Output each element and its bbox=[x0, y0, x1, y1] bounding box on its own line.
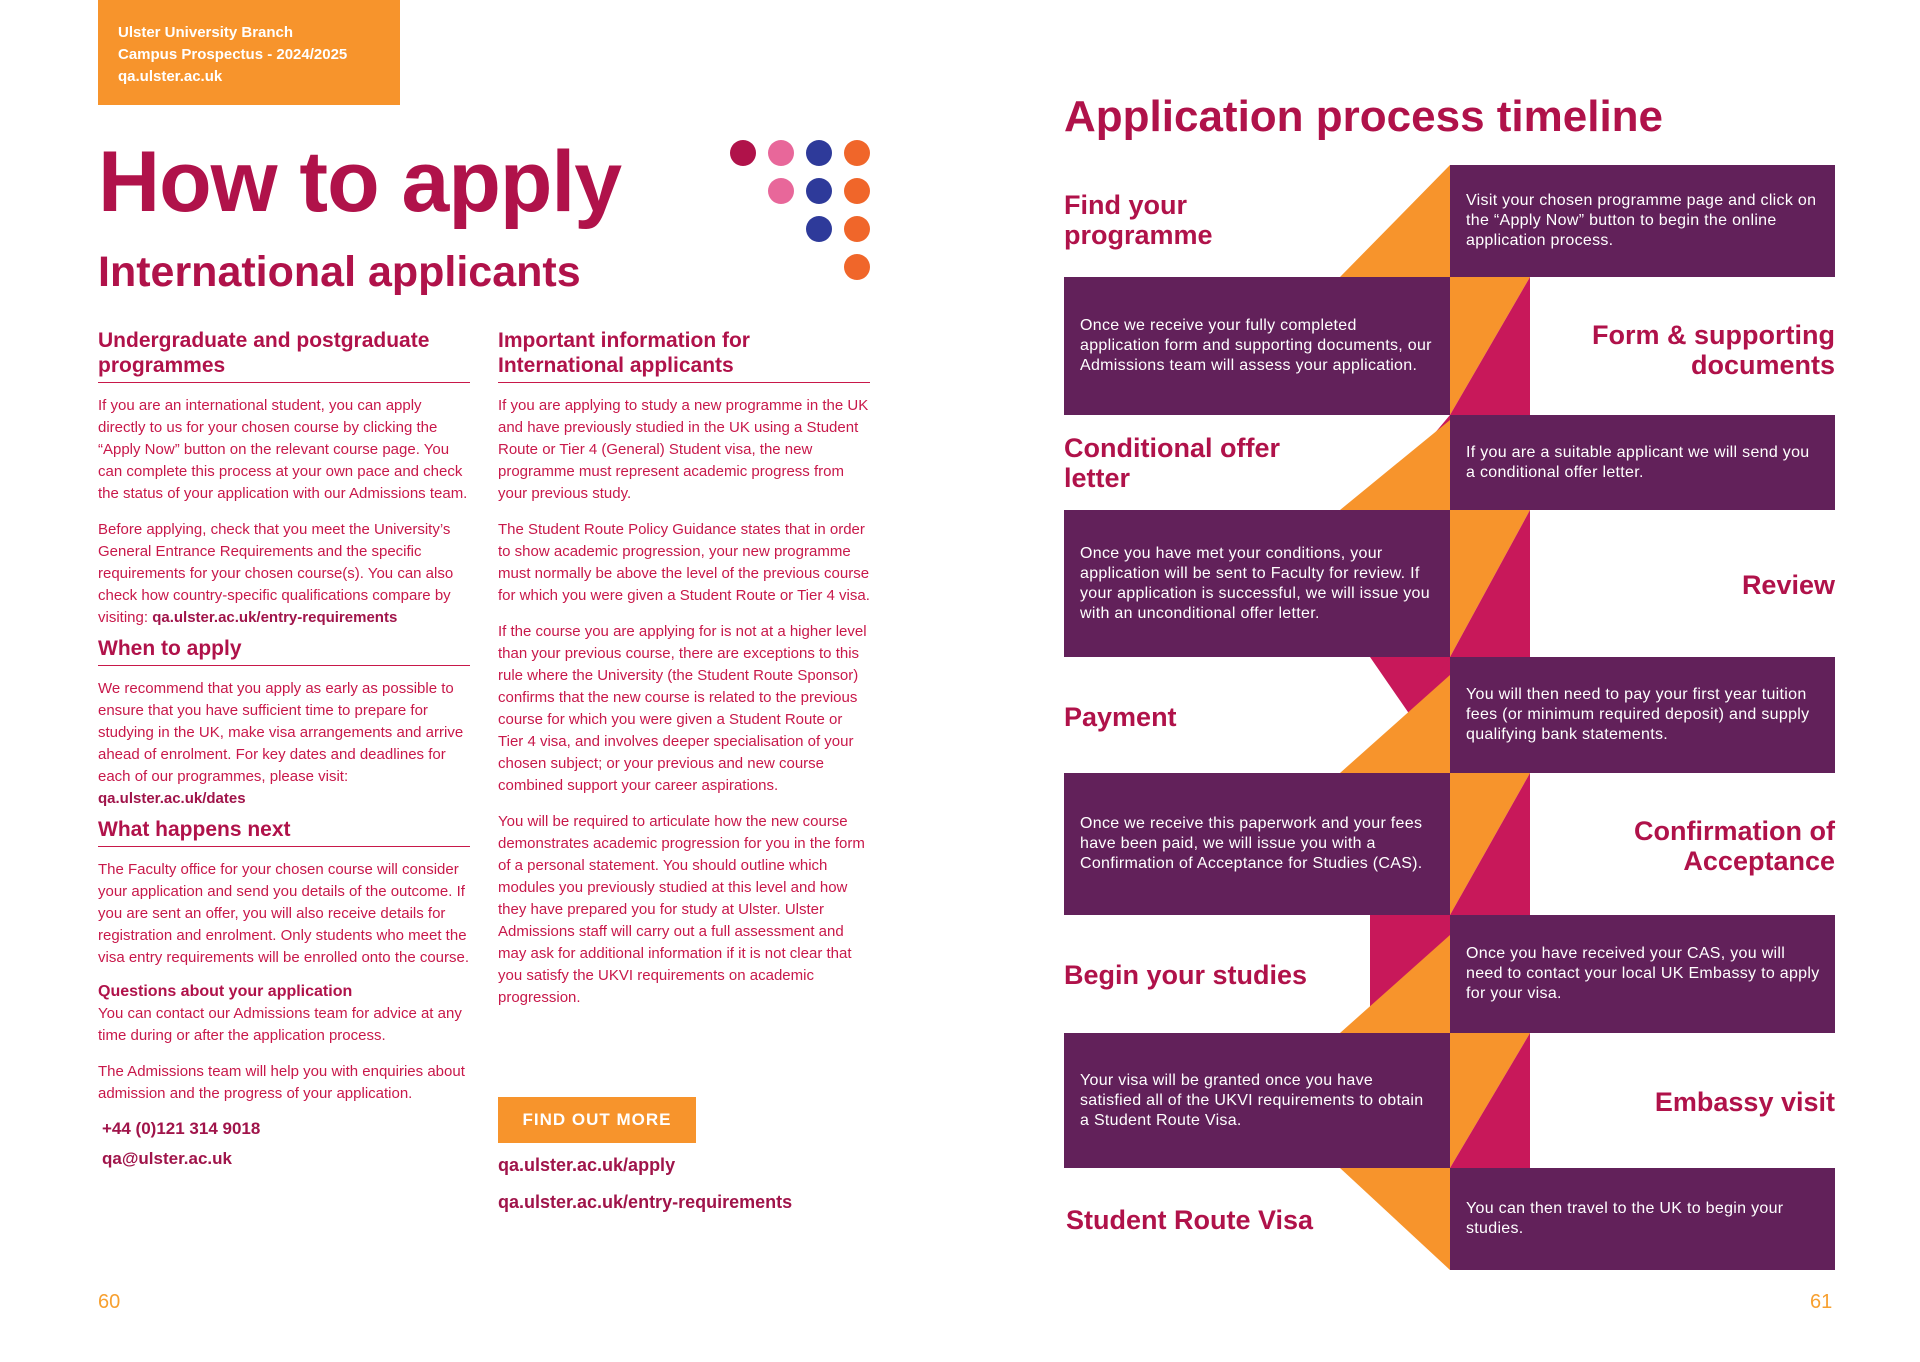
dot-icon bbox=[844, 140, 870, 166]
timeline-step-text: Once we receive your fully completed application form and supporting documents, our Admissions team will assess your application. bbox=[1064, 277, 1450, 415]
timeline-step-text: You will then need to pay your first year tuition fees (or minimum required deposit) and supply qualifying bank statements. bbox=[1450, 657, 1835, 773]
section-heading: Important information for International applicants bbox=[498, 328, 870, 383]
page-number-left: 60 bbox=[98, 1291, 121, 1313]
dot-icon bbox=[730, 140, 756, 166]
paragraph: If the course you are applying for is not at a higher level than your previous course, there are exceptions to this rule where the University (the Student Route Sponsor) confirms that the new course is related to the previous course for which you were given a Student Route or Tier 4 visa, and involves deeper specialisation of your chosen subject; or your previous and new course combined support your career aspirations. bbox=[498, 623, 867, 794]
paragraph-text: Before applying, check that you meet the University’s General Entrance Requirements and the specific requirements for your chosen course(s). You can also check how country-specific qualifications compare by visiting: bbox=[98, 521, 454, 626]
timeline-step-text: Visit your chosen programme page and click on the “Apply Now” button to begin the online application process. bbox=[1450, 165, 1835, 277]
paragraph: If you are applying to study a new programme in the UK and have previously studied in the UK using a Student Route or Tier 4 (General) Student visa, the new programme must represent academic progress from your previous study. bbox=[498, 397, 869, 502]
timeline-step-text: Once you have received your CAS, you will need to contact your local UK Embassy to apply for your visa. bbox=[1450, 915, 1835, 1033]
questions-heading: Questions about your application bbox=[98, 983, 353, 1000]
tag-line-1: Ulster University Branch bbox=[118, 24, 294, 41]
phone-number[interactable]: +44 (0)121 314 9018 bbox=[102, 1119, 261, 1138]
zigzag-shape bbox=[1340, 1168, 1450, 1270]
entry-requirements-link[interactable]: qa.ulster.ac.uk/entry-requirements bbox=[152, 609, 398, 626]
timeline-step-text: Your visa will be granted once you have satisfied all of the UKVI requirements to obtain a Student Route Visa. bbox=[1064, 1033, 1450, 1168]
paragraph: You can contact our Admissions team for advice at any time during or after the application process. bbox=[98, 1005, 462, 1044]
timeline-step-text: You can then travel to the UK to begin your studies. bbox=[1450, 1168, 1835, 1270]
dot-icon bbox=[806, 178, 832, 204]
page-subtitle: International applicants bbox=[98, 248, 581, 296]
timeline-step-label: Confirmation of Acceptance bbox=[1634, 816, 1835, 876]
timeline-step-label: Embassy visit bbox=[1654, 1087, 1835, 1117]
paragraph: The Faculty office for your chosen course will consider your application and send you details of the outcome. If you are sent an offer, you will also receive details for registration and enrolment. Only students who meet the visa entry requirements will be enrolled onto the course. bbox=[98, 861, 470, 966]
timeline-step-label: Find your programme bbox=[1064, 190, 1213, 250]
timeline-step-text: Once we receive this paperwork and your fees have been paid, we will issue you with a Confirmation of Acceptance for Studies (CAS). bbox=[1064, 773, 1450, 915]
dot-icon bbox=[844, 254, 870, 280]
timeline-step-text: Once you have met your conditions, your application will be sent to Faculty for review. If your application is successful, we will issue you with an unconditional offer letter. bbox=[1064, 510, 1450, 657]
dates-link[interactable]: qa.ulster.ac.uk/dates bbox=[98, 790, 246, 807]
dot-icon bbox=[768, 140, 794, 166]
dot-icon bbox=[768, 178, 794, 204]
timeline-step-label: Payment bbox=[1064, 702, 1177, 732]
paragraph: The Student Route Policy Guidance states that in order to show academic progression, your new programme must normally be above the level of the previous course for which you were given a Student Route or Tier 4 visa. bbox=[498, 521, 870, 604]
find-out-more-button[interactable]: FIND OUT MORE bbox=[498, 1097, 696, 1143]
dot-icon bbox=[806, 140, 832, 166]
apply-link[interactable]: qa.ulster.ac.uk/apply bbox=[498, 1155, 676, 1175]
decorative-dots bbox=[730, 140, 880, 290]
section-heading: Undergraduate and postgraduate programmes bbox=[98, 328, 470, 383]
tag-line-3: qa.ulster.ac.uk bbox=[118, 68, 223, 85]
paragraph: You will be required to articulate how the new course demonstrates academic progression for you in the form of a personal statement. You should outline which modules you previously studied at this level and how they have prepared you for study at Ulster. Ulster Admissions staff will carry out a full assessment and may ask for additional information if it is not clear that you satisfy the UKVI requirements on academic progression. bbox=[498, 813, 865, 1006]
dot-icon bbox=[844, 216, 870, 242]
section-heading: What happens next bbox=[98, 818, 470, 847]
timeline-step-label: Review bbox=[1741, 570, 1835, 600]
section-heading: When to apply bbox=[98, 637, 470, 666]
page-number-right: 61 bbox=[1810, 1291, 1833, 1313]
page-title: How to apply bbox=[98, 134, 622, 230]
timeline-title: Application process timeline bbox=[1064, 92, 1664, 141]
entry-requirements-link[interactable]: qa.ulster.ac.uk/entry-requirements bbox=[498, 1192, 793, 1212]
column-1 bbox=[98, 328, 470, 1169]
tag-line-2: Campus Prospectus - 2024/2025 bbox=[118, 46, 348, 63]
timeline-step-label: Begin your studies bbox=[1064, 960, 1308, 990]
paragraph: If you are an international student, you can apply directly to us for your chosen course by clicking the “Apply Now” button on the relevant course page. You can complete this process at your own pace and check the status of your application with our Admissions team. bbox=[98, 397, 468, 502]
timeline-step-label: Form & supporting documents bbox=[1592, 320, 1835, 380]
paragraph bbox=[98, 678, 470, 810]
paragraph: The Admissions team will help you with enquiries about admission and the progress of your application. bbox=[98, 1063, 465, 1102]
prospectus-tag bbox=[98, 0, 400, 105]
paragraph-text: We recommend that you apply as early as possible to ensure that you have sufficient time to prepare for studying in the UK, make visa arrangements and arrive ahead of enrolment. For key dates and deadlines for each of our programmes, please visit: bbox=[98, 680, 464, 785]
email-link[interactable]: qa@ulster.ac.uk bbox=[102, 1149, 232, 1168]
dot-icon bbox=[806, 216, 832, 242]
timeline-step-label: Student Route Visa bbox=[1066, 1205, 1314, 1235]
timeline-step-label: Conditional offer letter bbox=[1064, 433, 1280, 493]
timeline-step-text: If you are a suitable applicant we will send you a conditional offer letter. bbox=[1450, 415, 1835, 510]
paragraph bbox=[98, 519, 470, 629]
dot-icon bbox=[844, 178, 870, 204]
zigzag-shape bbox=[1340, 165, 1450, 277]
column-2 bbox=[498, 328, 870, 1023]
